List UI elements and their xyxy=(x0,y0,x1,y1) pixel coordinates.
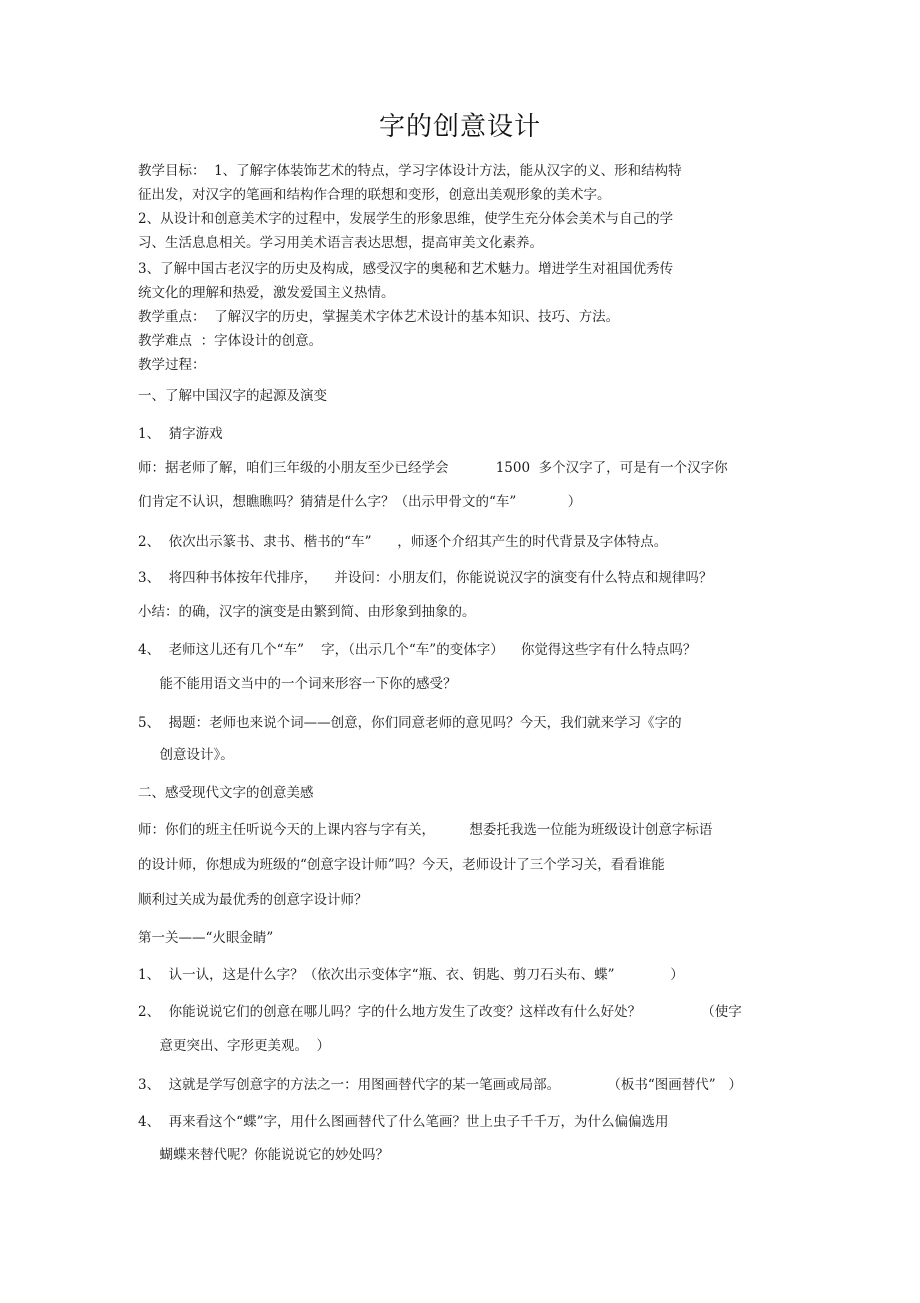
text-line: 顺利过关成为最优秀的创意字设计师？ xyxy=(138,892,368,908)
text-line: 2、 你能说说它们的创意在哪儿吗？字的什么地方发生了改变？这样改有什么好处？ （使字 xyxy=(138,1004,742,1020)
text-line: 统文化的理解和热爱，激发爱国主义热情。 xyxy=(138,285,395,301)
text-line: 能不能用语文当中的一个词来形容一下你的感受？ xyxy=(138,676,457,692)
text-line: 1、 猜字游戏 xyxy=(138,426,223,442)
text-line: 的设计师，你想成为班级的“创意字设计师”吗？今天，老师设计了三个学习关，看看谁能 xyxy=(138,857,665,873)
text-line: 第一关——“火眼金睛” xyxy=(138,930,274,946)
text-line: 师：据老师了解，咱们三年级的小朋友至少已经学会 1500 多个汉字了，可是有一个汉字你 xyxy=(138,460,728,476)
text-line: 1、 认一认，这是什么字？（依次出示变体字“瓶、衣、钥匙、剪刀石头布、蝶” ） xyxy=(138,967,684,983)
text-line: 蝴蝶来替代呢？你能说说它的妙处吗？ xyxy=(138,1147,389,1163)
text-line: 4、 再来看这个“蝶”字，用什么图画替代了什么笔画？世上虫子千千万，为什么偏偏选用 xyxy=(138,1114,669,1130)
text-line: 小结：的确，汉字的演变是由繁到简、由形象到抽象的。 xyxy=(138,604,476,620)
text-line: 师：你们的班主任听说今天的上课内容与字有关， 想委托我选一位能为班级设计创意字标语 xyxy=(138,822,713,838)
text-line: 3、 这就是学写创意字的方法之一：用图画替代字的某一笔画或局部。 （板书“图画替代” ） xyxy=(138,1077,743,1093)
document-title: 字的创意设计 xyxy=(378,112,541,142)
text-line: 3、了解中国古老汉字的历史及构成，感受汉字的奥秘和艺术魅力。增进学生对祖国优秀传 xyxy=(138,261,674,277)
text-line: 2、从设计和创意美术字的过程中，发展学生的形象思维，使学生充分体会美术与自己的学 xyxy=(138,211,674,227)
section-heading: 一、了解中国汉字的起源及演变 xyxy=(138,388,327,404)
text-line: 教学目标： 1、了解字体装饰艺术的特点，学习字体设计方法，能从汉字的义、形和结构特 xyxy=(138,163,682,179)
text-line: 教学过程： xyxy=(138,357,206,373)
text-line: 2、 依次出示篆书、隶书、楷书的“车” ，师逐个介绍其产生的时代背景及字体特点。 xyxy=(138,534,668,550)
section-heading: 二、感受现代文字的创意美感 xyxy=(138,785,314,801)
text-line: 5、 揭题：老师也来说个词——创意，你们同意老师的意见吗？今天，我们就来学习《字的 xyxy=(138,715,682,731)
text-line: 们肯定不认识，想瞧瞧吗？猜猜是什么字？（出示甲骨文的“车” ） xyxy=(138,494,582,510)
text-line: 习、生活息息相关。学习用美术语言表达思想，提高审美文化素养。 xyxy=(138,235,543,251)
text-line: 意更突出、字形更美观。 ） xyxy=(138,1038,331,1054)
text-line: 创意设计》。 xyxy=(138,747,234,763)
text-line: 教学难点 ：字体设计的创意。 xyxy=(138,333,323,349)
text-line: 征出发，对汉字的笔画和结构作合理的联想和变形，创意出美观形象的美术字。 xyxy=(138,187,611,203)
text-line: 教学重点： 了解汉字的历史，掌握美术字体艺术设计的基本知识、技巧、方法。 xyxy=(138,309,620,325)
text-line: 3、 将四种书体按年代排序， 并设问：小朋友们，你能说说汉字的演变有什么特点和规律吗？ xyxy=(138,570,713,586)
text-line: 4、 老师这儿还有几个“车” 字，（出示几个“车”的变体字） 你觉得这些字有什么特点吗？ xyxy=(138,642,697,658)
